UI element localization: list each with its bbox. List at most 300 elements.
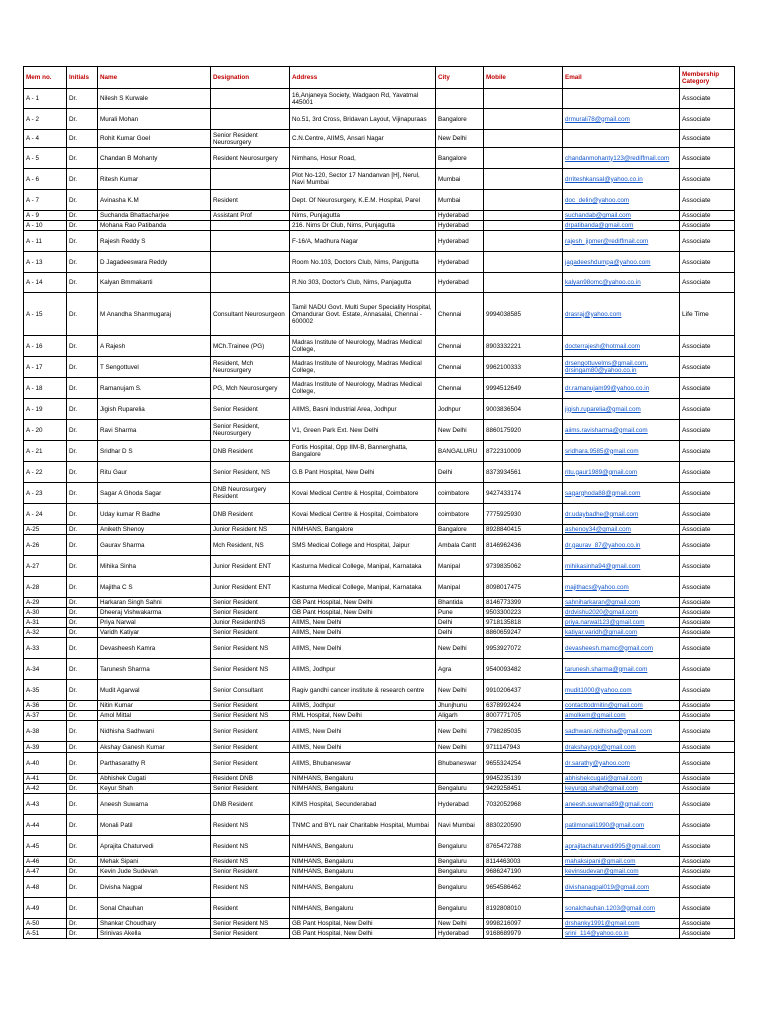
table-row: [24, 898, 735, 919]
cell-designation: Resident: [211, 898, 290, 919]
table-row: [24, 929, 735, 939]
cell-mem-no: A - 9: [24, 211, 67, 221]
cell-city: Bangalore: [436, 148, 484, 169]
table-row: [24, 867, 735, 877]
cell-city: Hyderabad: [436, 211, 484, 221]
cell-initials: Dr.: [67, 231, 98, 252]
cell-name: Priya Narwal: [98, 618, 211, 628]
cell-address: NIMHANS, Bengaluru: [290, 857, 436, 867]
cell-address: 16,Anjaneya Society, Wadgaon Rd, Yavatmal 445001: [290, 89, 436, 109]
cell-initials: Dr.: [67, 89, 98, 109]
cell-membership-category: Associate: [680, 504, 735, 525]
cell-address: Madras Institute of Neurology, Madras Medical College,: [290, 336, 436, 357]
cell-address: GB Pant Hospital, New Delhi: [290, 919, 436, 929]
cell-email[interactable]: rajesh_jipmer@rediffmail.com: [563, 231, 680, 252]
cell-city: Chennai: [436, 293, 484, 336]
cell-mobile: 9994038585: [484, 293, 563, 336]
header-mobile: Mobile: [484, 67, 563, 89]
cell-mem-no: A-46: [24, 857, 67, 867]
cell-mem-no: A-38: [24, 721, 67, 742]
cell-mem-no: A-33: [24, 638, 67, 659]
cell-name: Ritu Gaur: [98, 462, 211, 483]
cell-membership-category: Associate: [680, 836, 735, 857]
cell-email[interactable]: ashenoy34@gmail.com: [563, 525, 680, 535]
cell-address: Kasturna Medical College, Manipal, Karnataka: [290, 556, 436, 577]
cell-mem-no: A - 7: [24, 190, 67, 211]
cell-membership-category: Associate: [680, 628, 735, 638]
cell-initials: Dr.: [67, 211, 98, 221]
cell-name: Ritesh Kumar: [98, 169, 211, 190]
cell-mobile: [484, 252, 563, 273]
cell-designation: Resident NS: [211, 815, 290, 836]
table-row: [24, 721, 735, 742]
cell-mobile: 9003836504: [484, 399, 563, 420]
cell-city: Delhi: [436, 462, 484, 483]
cell-membership-category: Associate: [680, 221, 735, 231]
cell-email[interactable]: mudit1000@yahoo.com: [563, 680, 680, 701]
cell-mobile: 9654586462: [484, 877, 563, 898]
table-row: [24, 221, 735, 231]
cell-address: NIMHANS, Bengaluru: [290, 774, 436, 784]
cell-designation: Senior Resident, Neurosurgery: [211, 420, 290, 441]
cell-email[interactable]: priya.narwal123@gmail.com: [563, 618, 680, 628]
cell-initials: Dr.: [67, 608, 98, 618]
cell-address: AIIMS, New Delhi: [290, 638, 436, 659]
cell-initials: Dr.: [67, 252, 98, 273]
cell-initials: Dr.: [67, 535, 98, 556]
cell-address: NIMHANS, Bangalore: [290, 525, 436, 535]
cell-mem-no: A-44: [24, 815, 67, 836]
table-row: [24, 919, 735, 929]
cell-mem-no: A-35: [24, 680, 67, 701]
cell-initials: Dr.: [67, 815, 98, 836]
cell-address: NIMHANS, Bengaluru: [290, 898, 436, 919]
cell-designation: Junior Resident NS: [211, 525, 290, 535]
cell-city: coimbatore: [436, 483, 484, 504]
cell-name: Sridhar D S: [98, 441, 211, 462]
cell-email[interactable]: aprajitachaturvedi995@gmail.com: [563, 836, 680, 857]
cell-city: Manipal: [436, 556, 484, 577]
cell-designation: [211, 221, 290, 231]
cell-membership-category: Associate: [680, 608, 735, 618]
cell-mem-no: A - 13: [24, 252, 67, 273]
cell-city: coimbatore: [436, 504, 484, 525]
cell-initials: Dr.: [67, 273, 98, 293]
cell-email[interactable]: sagarghoda88@gmail.com: [563, 483, 680, 504]
cell-email[interactable]: abhishekcugati@gmail.com: [563, 774, 680, 784]
cell-city: [436, 774, 484, 784]
cell-initials: Dr.: [67, 336, 98, 357]
cell-membership-category: Associate: [680, 753, 735, 774]
cell-city: Hyderabad: [436, 231, 484, 252]
cell-city: Hyderabad: [436, 273, 484, 293]
cell-name: Rajesh Reddy S: [98, 231, 211, 252]
cell-name: Nitin Kumar: [98, 701, 211, 711]
table-row: [24, 89, 735, 109]
cell-designation: Mch Resident, NS: [211, 535, 290, 556]
cell-email[interactable]: dr.udaybadhe@gmail.com: [563, 504, 680, 525]
cell-mem-no: A - 11: [24, 231, 67, 252]
cell-initials: Dr.: [67, 420, 98, 441]
table-row: [24, 618, 735, 628]
cell-email[interactable]: [563, 130, 680, 148]
cell-email[interactable]: doc_delin@yahoo.com: [563, 190, 680, 211]
table-row: [24, 836, 735, 857]
cell-address: F-16/A, Madhura Nagar: [290, 231, 436, 252]
cell-initials: Dr.: [67, 711, 98, 721]
cell-mem-no: A-42: [24, 784, 67, 794]
cell-city: [436, 89, 484, 109]
cell-membership-category: Associate: [680, 169, 735, 190]
cell-membership-category: Associate: [680, 815, 735, 836]
cell-mobile: 9540093482: [484, 659, 563, 680]
cell-membership-category: Associate: [680, 598, 735, 608]
cell-designation: [211, 252, 290, 273]
cell-email[interactable]: dr.ramanujam99@yahoo.co.in: [563, 378, 680, 399]
cell-membership-category: Associate: [680, 556, 735, 577]
cell-membership-category: Associate: [680, 231, 735, 252]
cell-membership-category: Associate: [680, 130, 735, 148]
cell-name: Suchanda Bhattacharjee: [98, 211, 211, 221]
cell-address: AIIMS, New Delhi: [290, 628, 436, 638]
cell-membership-category: Associate: [680, 441, 735, 462]
cell-mem-no: A - 1: [24, 89, 67, 109]
cell-designation: Senior Consultant: [211, 680, 290, 701]
table-body: [24, 89, 735, 939]
cell-mobile: 7032052968: [484, 794, 563, 815]
cell-initials: Dr.: [67, 577, 98, 598]
cell-mobile: 9168689979: [484, 929, 563, 939]
cell-membership-category: Associate: [680, 420, 735, 441]
cell-initials: Dr.: [67, 898, 98, 919]
cell-mem-no: A - 2: [24, 109, 67, 130]
cell-designation: Senior Resident NS: [211, 659, 290, 680]
cell-initials: Dr.: [67, 441, 98, 462]
table-row: [24, 815, 735, 836]
cell-address: NIMHANS, Bengaluru: [290, 867, 436, 877]
cell-email[interactable]: patilmonali1990@gmail.com: [563, 815, 680, 836]
cell-designation: Junior ResidentNS: [211, 618, 290, 628]
cell-designation: Senior Resident: [211, 399, 290, 420]
cell-email[interactable]: mihikasinha94@gmail.com: [563, 556, 680, 577]
cell-designation: [211, 89, 290, 109]
cell-address: GB Pant Hospital, New Delhi: [290, 929, 436, 939]
cell-mobile: 9429258451: [484, 784, 563, 794]
cell-email[interactable]: keyurgg.shah@gmail.com: [563, 784, 680, 794]
cell-mem-no: A - 20: [24, 420, 67, 441]
cell-name: Majitha C S: [98, 577, 211, 598]
cell-email[interactable]: docterrajesh@hotmail.com: [563, 336, 680, 357]
cell-email[interactable]: kevinsudevan@gmail.com: [563, 867, 680, 877]
cell-designation: Senior Resident: [211, 753, 290, 774]
cell-designation: Senior Resident: [211, 867, 290, 877]
cell-address: Plot No-120, Sector 17 Nandanvan [H], Nerul, Navi Mumbai: [290, 169, 436, 190]
cell-name: Mudit Agarwal: [98, 680, 211, 701]
cell-name: Sonal Chauhan: [98, 898, 211, 919]
cell-email[interactable]: jagadeeshdumpa@yahoo.com: [563, 252, 680, 273]
cell-email[interactable]: drpatibanda@gmail.com: [563, 221, 680, 231]
cell-name: T Sengottuvel: [98, 357, 211, 378]
cell-mem-no: A-29: [24, 598, 67, 608]
table-row: [24, 774, 735, 784]
cell-initials: Dr.: [67, 148, 98, 169]
cell-membership-category: Associate: [680, 525, 735, 535]
cell-initials: Dr.: [67, 357, 98, 378]
cell-initials: Dr.: [67, 169, 98, 190]
table-row: [24, 231, 735, 252]
cell-membership-category: Associate: [680, 638, 735, 659]
cell-name: Harkaran Singh Sahni: [98, 598, 211, 608]
cell-initials: Dr.: [67, 659, 98, 680]
cell-mobile: 8860175920: [484, 420, 563, 441]
cell-email[interactable]: contacttodrnitin@gmail.com: [563, 701, 680, 711]
table-row: [24, 336, 735, 357]
cell-name: Keyur Shah: [98, 784, 211, 794]
cell-membership-category: Associate: [680, 462, 735, 483]
cell-address: Kovai Medical Centre & Hospital, Coimbatore: [290, 483, 436, 504]
table-row: [24, 659, 735, 680]
cell-membership-category: Associate: [680, 190, 735, 211]
cell-initials: Dr.: [67, 293, 98, 336]
cell-designation: Senior Resident: [211, 701, 290, 711]
cell-address: AIIMS, Jodhpur: [290, 659, 436, 680]
cell-mem-no: A-43: [24, 794, 67, 815]
membership-table: [23, 66, 735, 939]
cell-email[interactable]: drasraj@yahoo.com: [563, 293, 680, 336]
cell-name: Gaurav Sharma: [98, 535, 211, 556]
cell-membership-category: Associate: [680, 867, 735, 877]
cell-email[interactable]: tarunesh.sharma@gmail.com: [563, 659, 680, 680]
cell-membership-category: Associate: [680, 336, 735, 357]
cell-designation: PG, Mch Neurosurgery: [211, 378, 290, 399]
cell-email[interactable]: majithacs@yahoo.com: [563, 577, 680, 598]
cell-city: New Delhi: [436, 130, 484, 148]
cell-email[interactable]: sadhwani.nidhisha@gmail.com: [563, 721, 680, 742]
cell-designation: DNB Resident: [211, 504, 290, 525]
cell-mem-no: A-48: [24, 877, 67, 898]
table-row: [24, 525, 735, 535]
cell-designation: DNB Resident: [211, 794, 290, 815]
cell-email[interactable]: drmurali78@gmail.com: [563, 109, 680, 130]
cell-mem-no: A-49: [24, 898, 67, 919]
cell-mobile: 8928840415: [484, 525, 563, 535]
table-row: [24, 169, 735, 190]
cell-email[interactable]: katiyar.varidh@gmail.com: [563, 628, 680, 638]
table-row: [24, 441, 735, 462]
cell-name: Avinasha K.M: [98, 190, 211, 211]
cell-email[interactable]: jigish.ruparelia@gmail.com: [563, 399, 680, 420]
cell-name: Amol Mittal: [98, 711, 211, 721]
cell-city: Chennai: [436, 378, 484, 399]
cell-initials: Dr.: [67, 919, 98, 929]
cell-name: Mehak Sipani: [98, 857, 211, 867]
cell-mobile: 9427433174: [484, 483, 563, 504]
cell-address: SMS Medical College and Hospital, Jaipur: [290, 535, 436, 556]
cell-city: Hyderabad: [436, 252, 484, 273]
cell-address: AIIMS, Bhubaneswar: [290, 753, 436, 774]
cell-mem-no: A-32: [24, 628, 67, 638]
cell-mobile: 8765472788: [484, 836, 563, 857]
cell-membership-category: Associate: [680, 898, 735, 919]
cell-designation: Senior Resident: [211, 608, 290, 618]
cell-mem-no: A - 21: [24, 441, 67, 462]
cell-address: AIIMS, Basni Industrial Area, Jodhpur: [290, 399, 436, 420]
cell-initials: Dr.: [67, 618, 98, 628]
cell-city: Bhubaneswar: [436, 753, 484, 774]
cell-mem-no: A-34: [24, 659, 67, 680]
cell-mobile: [484, 169, 563, 190]
cell-address: AIIMS, New Delhi: [290, 742, 436, 753]
table-row: [24, 462, 735, 483]
cell-email[interactable]: dr.sarathy@yahoo.com: [563, 753, 680, 774]
cell-designation: Senior Resident Neurosurgery: [211, 130, 290, 148]
cell-mobile: [484, 148, 563, 169]
cell-designation: Resident NS: [211, 877, 290, 898]
cell-email[interactable]: aneesh.suwarna89@gmail.com: [563, 794, 680, 815]
cell-mobile: 9962100333: [484, 357, 563, 378]
cell-email[interactable]: drriteshkansal@yahoo.co.in: [563, 169, 680, 190]
cell-address: V1, Green Park Ext. New Delhi: [290, 420, 436, 441]
cell-mem-no: A - 10: [24, 221, 67, 231]
cell-mem-no: A-50: [24, 919, 67, 929]
cell-membership-category: Associate: [680, 273, 735, 293]
cell-city: Bangalore: [436, 109, 484, 130]
cell-email[interactable]: drsengottuvelms@gmail.com, drsingam80@yahoo.co.in: [563, 357, 680, 378]
cell-mem-no: A-30: [24, 608, 67, 618]
cell-city: New Delhi: [436, 742, 484, 753]
header-address: Address: [290, 67, 436, 89]
cell-name: Jigish Ruparelia: [98, 399, 211, 420]
cell-email[interactable]: sridhara.9585@gmail.com: [563, 441, 680, 462]
cell-designation: [211, 109, 290, 130]
table-row: [24, 680, 735, 701]
cell-city: Hyderabad: [436, 929, 484, 939]
cell-membership-category: Associate: [680, 148, 735, 169]
cell-membership-category: Associate: [680, 399, 735, 420]
cell-email[interactable]: kalyan98omc@yahoo.co.in: [563, 273, 680, 293]
cell-email[interactable]: suchandab@gmail.com: [563, 211, 680, 221]
cell-membership-category: Associate: [680, 794, 735, 815]
cell-address: Madras Institute of Neurology, Madras Medical College,: [290, 378, 436, 399]
cell-email[interactable]: amolkem@gmail.com: [563, 711, 680, 721]
cell-mem-no: A - 14: [24, 273, 67, 293]
cell-email[interactable]: chandanmohanty123@rediffmail.com: [563, 148, 680, 169]
cell-name: Nidhisha Sadhwani: [98, 721, 211, 742]
cell-designation: Senior Resident NS: [211, 638, 290, 659]
cell-name: Akshay Ganesh Kumar: [98, 742, 211, 753]
cell-initials: Dr.: [67, 190, 98, 211]
cell-membership-category: Associate: [680, 711, 735, 721]
cell-address: Kovai Medical Centre & Hospital, Coimbatore: [290, 504, 436, 525]
cell-name: M Anandha Shanmugaraj: [98, 293, 211, 336]
cell-address: Dept. Of Neurosurgery, K.E.M. Hospital, Parel: [290, 190, 436, 211]
table-row: [24, 190, 735, 211]
cell-email[interactable]: devasheesh.mamc@gmail.com: [563, 638, 680, 659]
cell-email[interactable]: drshanky1991@gmail.com: [563, 919, 680, 929]
cell-mem-no: A-47: [24, 867, 67, 877]
cell-initials: Dr.: [67, 130, 98, 148]
cell-mobile: 6378992424: [484, 701, 563, 711]
cell-email[interactable]: aiims.ravisharma@gmail.com: [563, 420, 680, 441]
cell-email[interactable]: drdvishu2020@gmail.com: [563, 608, 680, 618]
cell-name: Shankar Choudhary: [98, 919, 211, 929]
cell-mem-no: A - 6: [24, 169, 67, 190]
cell-address: Madras Institute of Neurology, Madras Medical College,: [290, 357, 436, 378]
cell-address: NIMHANS, Bengaluru: [290, 836, 436, 857]
cell-email[interactable]: dr.gaurav_87@yahoo.co.in: [563, 535, 680, 556]
cell-city: Bengaluru: [436, 784, 484, 794]
cell-initials: Dr.: [67, 378, 98, 399]
cell-address: AIIMS, Jodhpur: [290, 701, 436, 711]
cell-membership-category: Life Time: [680, 293, 735, 336]
cell-mem-no: A-37: [24, 711, 67, 721]
cell-mobile: 9718135818: [484, 618, 563, 628]
cell-mem-no: A-31: [24, 618, 67, 628]
cell-email[interactable]: [563, 89, 680, 109]
cell-designation: [211, 273, 290, 293]
cell-address: NIMHANS, Bengaluru: [290, 877, 436, 898]
cell-initials: Dr.: [67, 742, 98, 753]
table-row: [24, 794, 735, 815]
cell-email[interactable]: sahniharkaran@gmail.com: [563, 598, 680, 608]
cell-mobile: 9739835062: [484, 556, 563, 577]
cell-name: Aneesh Suwarna: [98, 794, 211, 815]
cell-city: Bengaluru: [436, 867, 484, 877]
cell-email[interactable]: srini_114@yahoo.co.in: [563, 929, 680, 939]
cell-mobile: [484, 211, 563, 221]
cell-mem-no: A-36: [24, 701, 67, 711]
cell-address: Tamil NADU Govt. Multi Super Speciality Hospital, Omandurar Govt. Estate, Annasalai, Chennai - 600002: [290, 293, 436, 336]
cell-initials: Dr.: [67, 525, 98, 535]
cell-email[interactable]: ritu.gaur1989@gmail.com: [563, 462, 680, 483]
cell-mobile: 9655324254: [484, 753, 563, 774]
cell-membership-category: Associate: [680, 701, 735, 711]
cell-mem-no: A - 18: [24, 378, 67, 399]
cell-email[interactable]: mahaksipani@gmail.com: [563, 857, 680, 867]
cell-email[interactable]: divishanagpal019@gmail.com: [563, 877, 680, 898]
cell-city: New Delhi: [436, 638, 484, 659]
cell-city: Aligarh: [436, 711, 484, 721]
cell-address: RML Hospital, New Delhi: [290, 711, 436, 721]
table-row: [24, 608, 735, 618]
cell-email[interactable]: drakshaypgk@gmail.com: [563, 742, 680, 753]
cell-designation: Consultant Neurosurgeon: [211, 293, 290, 336]
table-row: [24, 638, 735, 659]
cell-city: Hyderabad: [436, 794, 484, 815]
cell-initials: Dr.: [67, 721, 98, 742]
cell-designation: Resident Neurosurgery: [211, 148, 290, 169]
cell-designation: Senior Resident NS: [211, 919, 290, 929]
cell-address: Fortis Hospital, Opp IIM-B, Bannerghatta, Bangalore: [290, 441, 436, 462]
header-row: [24, 67, 735, 89]
cell-city: Manipal: [436, 577, 484, 598]
cell-name: Mohana Rao Patibanda: [98, 221, 211, 231]
table-row: [24, 483, 735, 504]
table-row: [24, 577, 735, 598]
table-row: [24, 378, 735, 399]
cell-designation: DNB Neurosurgery Resident: [211, 483, 290, 504]
cell-name: Tarunesh Sharma: [98, 659, 211, 680]
cell-name: Divisha Nagpal: [98, 877, 211, 898]
cell-email[interactable]: sonalchauhan.1203@gmail.com: [563, 898, 680, 919]
cell-mem-no: A-25: [24, 525, 67, 535]
header-city: City: [436, 67, 484, 89]
cell-designation: MCh.Trainee (PG): [211, 336, 290, 357]
cell-mobile: [484, 89, 563, 109]
cell-designation: Resident, Mch Neurosurgery: [211, 357, 290, 378]
cell-mobile: 8114463003: [484, 857, 563, 867]
cell-designation: Resident DNB: [211, 774, 290, 784]
